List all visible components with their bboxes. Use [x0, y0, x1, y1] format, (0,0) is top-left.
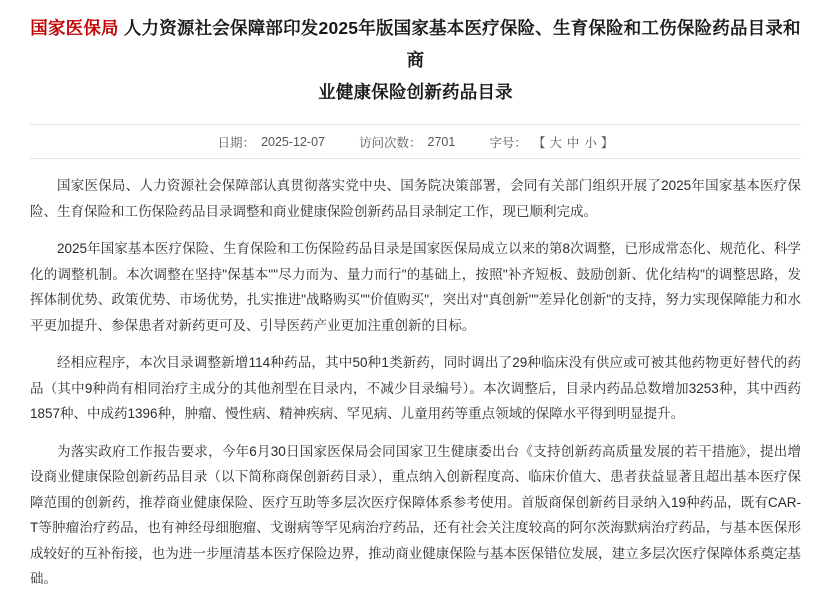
title-agency-name: 国家医保局	[30, 18, 119, 38]
article-body	[30, 159, 801, 592]
meta-fontsize-label: 字号：	[489, 135, 527, 150]
title-line-1-rest: 人力资源社会保障部印发2025年版国家基本医疗保险、生育保险和工伤保险药品目录和商	[118, 18, 801, 70]
font-size-medium-button[interactable]: 中	[566, 135, 580, 150]
article-paragraph: 2025年国家基本医疗保险、生育保险和工伤保险药品目录是国家医保局成立以来的第8次调整，已形成常态化、规范化、科学化的调整机制。本次调整在坚持"保基本""尽力而为、量力而行"的基础上，按照"补齐短板、鼓励创新、优化结构"的调整思路，发挥体制优势、政策优势、市场优势，扎实推进"战略购买""价值购买"，突出对"真创新""差异化创新"的支持，努力实现保障能力和水平更加提升、参保患者对新药更可及、引导医药产业更加注重创新的目标。	[30, 241, 801, 333]
title-line-2: 业健康保险创新药品目录	[318, 82, 513, 102]
meta-visits-label: 访问次数：	[359, 135, 422, 150]
article-meta-bar	[30, 124, 801, 159]
font-size-small-button[interactable]: 小	[584, 135, 597, 150]
meta-visits	[359, 133, 455, 151]
title-line-1	[30, 12, 801, 76]
meta-date-value: 2025-12-07	[261, 134, 326, 149]
font-size-large-button[interactable]: 大	[549, 135, 562, 150]
article-paragraph: 经相应程序，本次目录调整新增114种药品，其中50种1类新药，同时调出了29种临床没有供应或可被其他药物更好替代的药品（其中9种尚有相同治疗主成分的其他剂型在目录内，不减少目录编号）。本次调整后，目录内药品总数增加3253种，其中西药1857种、中成药1396种，肿瘤、慢性病、精神疾病、罕见病、儿童用药等重点领域的保障水平得到明显提升。	[30, 355, 801, 421]
meta-date-label: 日期：	[217, 135, 256, 150]
meta-date	[218, 133, 325, 151]
meta-visits-value: 2701	[427, 134, 456, 149]
bracket-left: 【	[532, 135, 546, 150]
meta-fontsize	[489, 133, 613, 151]
article-paragraph: 国家医保局、人力资源社会保障部认真贯彻落实党中央、国务院决策部署，会同有关部门组织开展了2025年国家基本医疗保险、生育保险和工伤保险药品目录调整和商业健康保险创新药品目录制定工作，现已顺利完成。	[30, 178, 801, 219]
page-title	[30, 0, 801, 108]
article-paragraph: 为落实政府工作报告要求，今年6月30日国家医保局会同国家卫生健康委出台《支持创新药高质量发展的若干措施》，提出增设商业健康保险创新药品目录（以下简称商保创新药目录），重点纳入创新程度高、临床价值大、患者获益显著且超出基本医疗保障范围的创新药，推荐商业健康保险、医疗互助等多层次医疗保障体系参考使用。首版商保创新药目录纳入19种药品，既有CAR-T等肿瘤治疗药品，也有神经母细胞瘤、戈谢病等罕见病治疗药品，还有社会关注度较高的阿尔茨海默病治疗药品，与基本医保形成较好的互补衔接，也为进一步厘清基本医疗保险边界，推动商业健康保险与基本医保错位发展，建立多层次医疗保障体系奠定基础。	[30, 443, 801, 586]
font-size-switcher	[533, 133, 614, 151]
bracket-right: 】	[600, 135, 614, 150]
